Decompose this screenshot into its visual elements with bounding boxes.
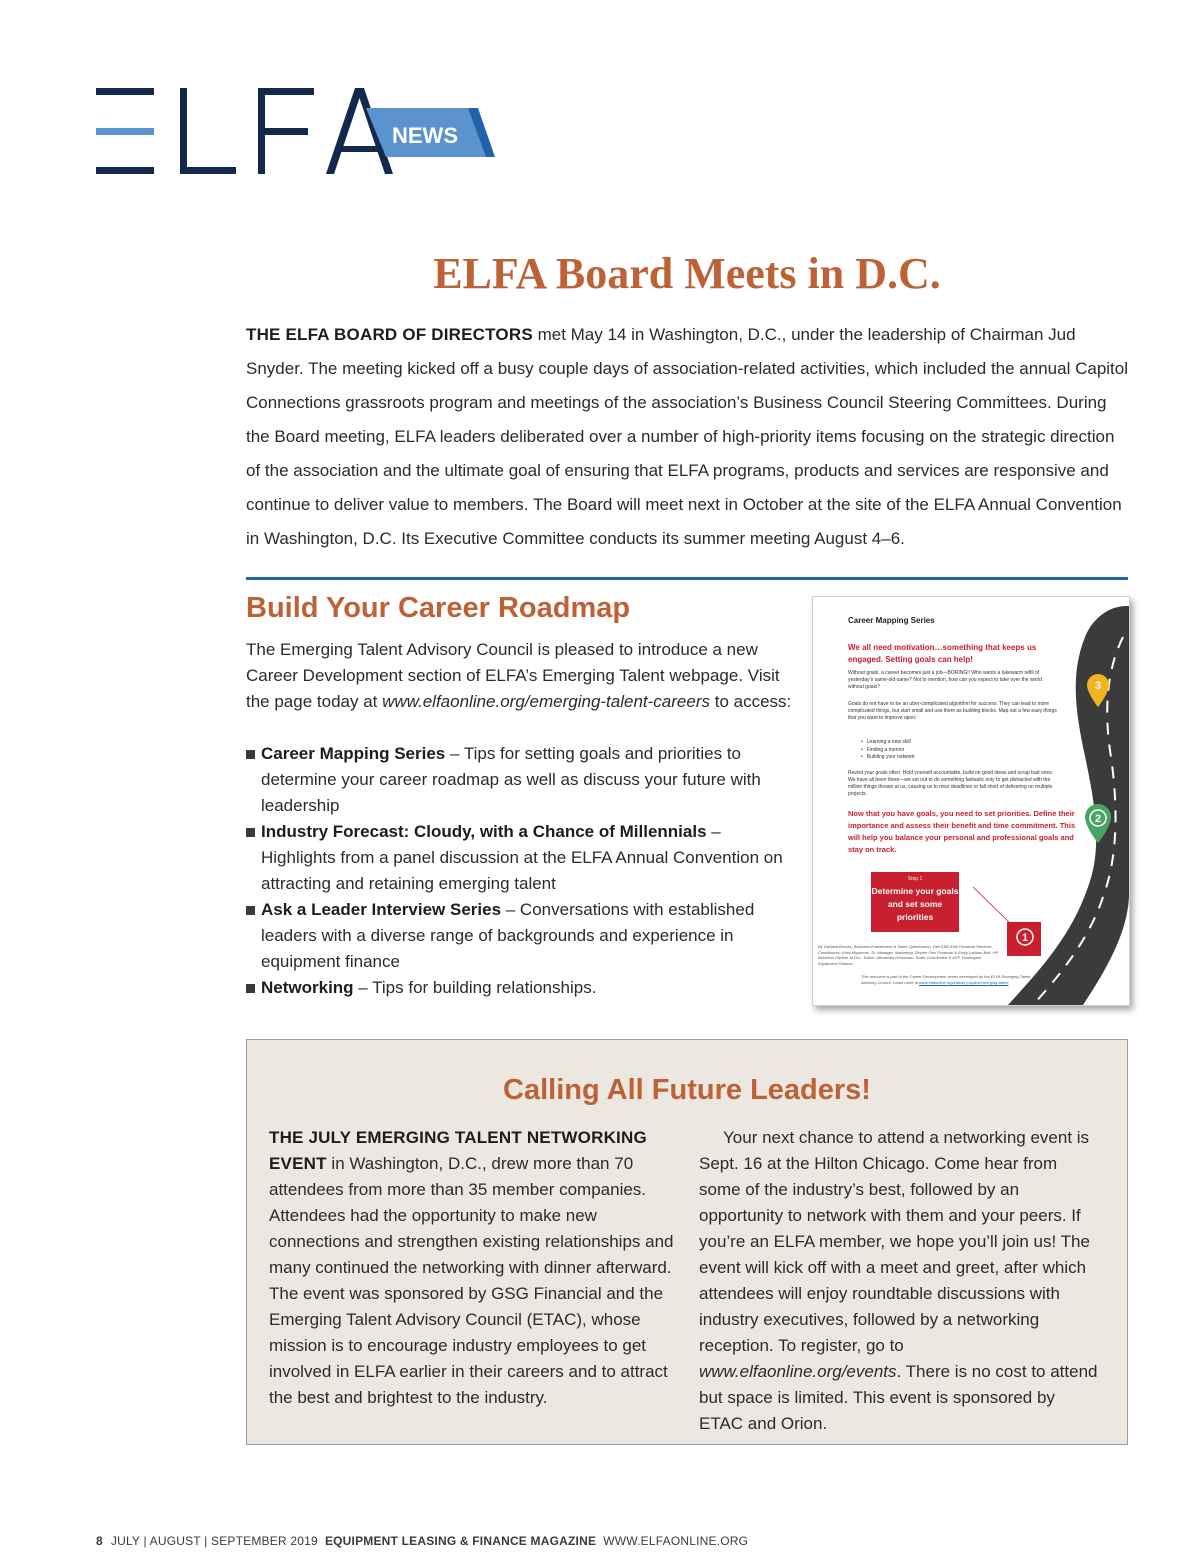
magazine-name: EQUIPMENT LEASING & FINANCE MAGAZINE [324, 1534, 597, 1548]
card-note-link[interactable]: www.elfaonline.org/industry-topics/emerging-talent [919, 979, 1009, 985]
section-divider [246, 577, 1128, 580]
card-bullets [861, 739, 915, 762]
item-title: Industry Forecast: Cloudy, with a Chance of Millennials [261, 822, 707, 841]
news-tag: NEWS [392, 123, 458, 148]
article-body [246, 318, 1130, 556]
list-item [246, 975, 796, 1001]
page-footer [96, 1533, 748, 1549]
svg-text:3: 3 [1094, 680, 1102, 692]
list-item [246, 741, 796, 819]
item-text: – Highlights from a panel discussion at the ELFA Annual Convention on attracting and retaining emerging talent [261, 822, 783, 893]
list-item [246, 897, 796, 975]
future-leaders-title: Calling All Future Leaders! [503, 1074, 871, 1106]
card-headline: We all need motivation…something that keeps us engaged. Setting goals can help! [848, 643, 1037, 664]
article-body-text: met May 14 in Washington, D.C., under the leadership of Chairman Jud Snyder. The meeting kicked off a busy couple days of association-related activities, which included the annual Capitol Connections grassroots program and meetings of the association’s Business Council Steering Committees. During the Board meeting, ELFA leaders deliberated over a number of high-priority items focusing on the strategic direction of the association and the ultimate goal of ensuring that ELFA programs, products and services are responsive and continue to deliver value to members. The Board will meet next in October at the site of the ELFA Annual Convention in Washington, D.C. Its Executive Committee conducts its summer meeting August 4–6. [246, 325, 1128, 548]
col1-text: in Washington, D.C., drew more than 70 attendees from more than 35 member companies. Attendees had the opportunity to make new connections and strengthen existing relationships and many continued the networking with dinner afterward. The event was sponsored by GSG Financial and the Emerging Talent Advisory Council (ETAC), whose mission is to encourage industry employees to get involved in ELFA earlier in their careers and to attract the best and brightest to the industry. [269, 1154, 674, 1407]
elfa-news-logo [96, 88, 506, 180]
future-leaders-col-2 [699, 1125, 1099, 1437]
events-link[interactable]: www.elfaonline.org/events [699, 1362, 897, 1381]
future-leaders-col-1 [269, 1125, 674, 1411]
item-text: – Tips for setting goals and priorities to determine your career roadmap as well as discuss your future with leadership [261, 744, 761, 815]
step-text: Determine your goals and set some priorities [871, 886, 959, 922]
item-text: – Conversations with established leaders with a diverse range of backgrounds and experience in equipment finance [261, 900, 755, 971]
card-note-text: This resource is part of the Career Development series developed by the ELFA Emerging Talent Advisory Council. Learn more at [861, 974, 1031, 985]
card-note [861, 974, 1041, 985]
svg-text:1: 1 [1021, 932, 1029, 944]
career-roadmap-title: Build Your Career Roadmap [246, 592, 631, 624]
career-link[interactable]: www.elfaonline.org/emerging-talent-careers [382, 692, 710, 711]
intro-text: The Emerging Talent Advisory Council is pleased to introduce a new Career Development section of ELFA’s Emerging Talent webpage. Visit the page today at [246, 640, 780, 711]
article-lead: THE ELFA BOARD OF DIRECTORS [246, 325, 533, 344]
bullet-square [246, 906, 255, 915]
bullet-square [246, 750, 255, 759]
website[interactable]: WWW.ELFAONLINE.ORG [603, 1534, 749, 1548]
future-leaders-box [246, 1039, 1128, 1445]
bullet-square [246, 984, 255, 993]
card-bullet: • Learning a new skill [861, 739, 915, 747]
step-label: Step 1 [907, 876, 923, 882]
card-bullet: • Finding a mentor [861, 747, 915, 755]
article-title: ELFA Board Meets in D.C. [433, 249, 941, 298]
card-paragraph: Goals do not have to be an uber-complicated algorithm for success. They can lead to more complicated things, but start small and use them as building blocks. Map out a few easy things that you want to improve upon: [848, 701, 1057, 721]
intro-after: to access: [710, 692, 792, 711]
col2-after: . There is no cost to attend but space is limited. This event is sponsored by ETAC and Orion. [699, 1362, 1098, 1433]
career-mapping-card [812, 596, 1130, 1006]
career-roadmap-intro [246, 637, 796, 715]
marker-1-icon [1007, 922, 1041, 956]
step-box [871, 872, 959, 932]
svg-text:2: 2 [1094, 813, 1102, 825]
issue-date: JULY | AUGUST | SEPTEMBER 2019 [110, 1534, 318, 1548]
col1-lead: THE JULY EMERGING TALENT NETWORKING EVENT [269, 1128, 647, 1173]
card-paragraph: Revisit your goals often. Hold yourself accountable, build on good ideas and scrap bad ones. We have all been there—we set out to do something fantastic only to get distracted with the million things thrown at us, causing us to miss deadlines or fall short of delivering on multiple projects. [848, 770, 1054, 797]
career-resources-list [246, 741, 796, 1001]
item-title: Career Mapping Series [261, 744, 446, 763]
item-title: Ask a Leader Interview Series [261, 900, 502, 919]
list-item [246, 819, 796, 897]
card-bullet: • Building your network [861, 754, 915, 762]
card-paragraph: Without goals, a career becomes just a job—BORING!! Who wants a lukewarm refill of yesterday’s same-old-same? Not to mention, how can you expect to take over the world without goals? [848, 670, 1042, 690]
item-title: Networking [261, 978, 354, 997]
card-title: Career Mapping Series [848, 616, 935, 625]
item-text: – Tips for building relationships. [353, 978, 597, 997]
bullet-square [246, 828, 255, 837]
page-number: 8 [96, 1534, 103, 1548]
col2-text: Your next chance to attend a networking event is Sept. 16 at the Hilton Chicago. Come hear from some of the industry’s best, followed by an opportunity to network with them and your peers. If you’re an ELFA member, we hope you’ll join us! The event will kick off with a meet and greet, after which attendees will enjoy roundtable discussions with industry executives, followed by a networking reception. To register, go to [699, 1128, 1090, 1355]
card-priorities: Now that you have goals, you need to set priorities. Define their importance and assess their benefit and time commitment. This will help you balance your personal and professional goals and stay on track. [848, 809, 1076, 854]
card-credit: By Garland Brooks, Business Enablement & Sales Optimization, Dell EMC/Dell Financial Services. Contributors: Kara Miyamoto, Sr. Manager, Marketing, Stryker Flex Financial & Emily Latham Bolt, HP Business Partner at DLL. Editor: Alexandra Dressman, Sales Coordinator II &VP, Huntington Equipment Finance. [818, 944, 998, 966]
